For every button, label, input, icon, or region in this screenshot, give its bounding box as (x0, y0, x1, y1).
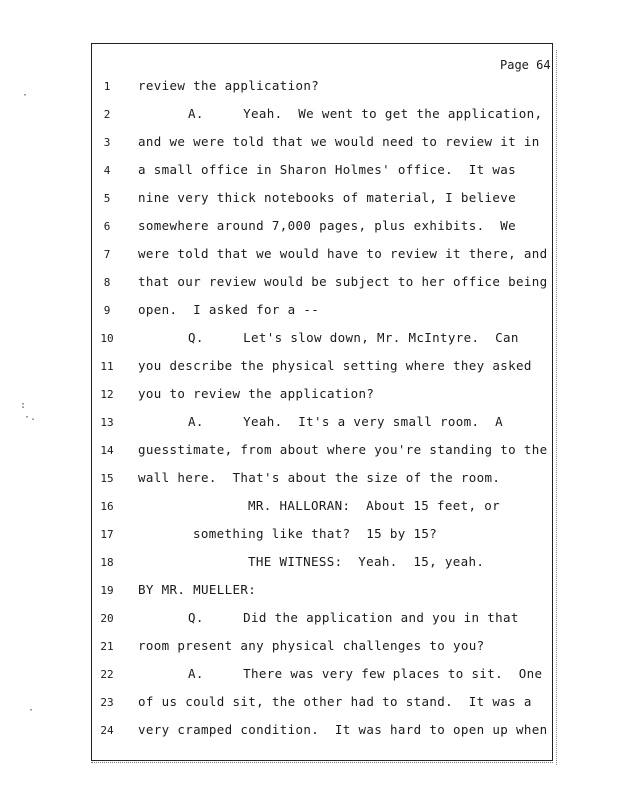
line-text: Q. Let's slow down, Mr. McIntyre. Can (188, 330, 519, 345)
line-text: Q. Did the application and you in that (188, 610, 519, 625)
line-text: nine very thick notebooks of material, I believe (138, 190, 517, 205)
line-number: 16 (100, 500, 114, 513)
transcript-line (0, 274, 618, 294)
transcript-line (0, 106, 618, 126)
transcript-line (0, 526, 618, 546)
transcript-line (0, 666, 618, 686)
line-text: A. Yeah. It's a very small room. A (188, 414, 504, 429)
transcript-line (0, 78, 618, 98)
transcript-line (0, 330, 618, 350)
line-number: 2 (103, 108, 111, 121)
transcript-line (0, 442, 618, 462)
line-number: 19 (100, 584, 114, 597)
line-text: BY MR. MUELLER: (138, 582, 257, 597)
line-number: 21 (100, 640, 114, 653)
transcript-line (0, 470, 618, 490)
line-number: 9 (103, 304, 111, 317)
line-number: 8 (103, 276, 111, 289)
line-text: A. Yeah. We went to get the application, (188, 106, 543, 121)
transcript-line (0, 162, 618, 182)
line-text: were told that we would have to review it there, and (138, 246, 548, 261)
line-text: room present any physical challenges to you? (138, 638, 485, 653)
transcript-line (0, 554, 618, 574)
transcript-line (0, 246, 618, 266)
line-text: A. There was very few places to sit. One (188, 666, 543, 681)
transcript-line (0, 218, 618, 238)
line-number: 18 (100, 556, 114, 569)
line-text: THE WITNESS: Yeah. 15, yeah. (248, 554, 485, 569)
margin-mark: ·. (24, 412, 37, 423)
line-text: open. I asked for a -- (138, 302, 320, 317)
transcript-line (0, 694, 618, 714)
transcript-line (0, 190, 618, 210)
transcript-line (0, 414, 618, 434)
line-text: you to review the application? (138, 386, 375, 401)
line-text: something like that? 15 by 15? (193, 526, 438, 541)
line-text: wall here. That's about the size of the room. (138, 470, 501, 485)
line-number: 3 (103, 136, 111, 149)
line-number: 12 (100, 388, 114, 401)
line-text: very cramped condition. It was hard to open up when (138, 722, 548, 737)
margin-mark: · (28, 705, 35, 716)
line-number: 10 (100, 332, 114, 345)
bottom-rule (91, 762, 553, 763)
line-text: of us could sit, the other had to stand. It was a (138, 694, 532, 709)
transcript-line (0, 610, 618, 630)
line-number: 24 (100, 724, 114, 737)
line-number: 6 (103, 220, 111, 233)
line-number: 23 (100, 696, 114, 709)
line-number: 11 (100, 360, 114, 373)
line-number: 5 (103, 192, 111, 205)
line-text: somewhere around 7,000 pages, plus exhibits. We (138, 218, 517, 233)
line-number: 22 (100, 668, 114, 681)
margin-mark: · (22, 90, 29, 101)
transcript-line (0, 582, 618, 602)
line-text: and we were told that we would need to review it in (138, 134, 540, 149)
margin-mark: : (20, 400, 27, 411)
line-text: guesstimate, from about where you're standing to the (138, 442, 548, 457)
transcript-line (0, 498, 618, 518)
line-number: 14 (100, 444, 114, 457)
page-number: Page 64 (500, 58, 551, 72)
transcript-line (0, 302, 618, 322)
transcript-line (0, 134, 618, 154)
line-text: review the application? (138, 78, 320, 93)
line-text: MR. HALLORAN: About 15 feet, or (248, 498, 501, 513)
line-text: that our review would be subject to her office being (138, 274, 548, 289)
transcript-line (0, 638, 618, 658)
line-number: 20 (100, 612, 114, 625)
transcript-line (0, 358, 618, 378)
line-number: 7 (103, 248, 111, 261)
line-text: you describe the physical setting where they asked (138, 358, 532, 373)
line-number: 15 (100, 472, 114, 485)
line-number: 17 (100, 528, 114, 541)
line-number: 1 (103, 80, 111, 93)
line-text: a small office in Sharon Holmes' office. It was (138, 162, 517, 177)
line-number: 4 (103, 164, 111, 177)
transcript-line (0, 386, 618, 406)
transcript-line (0, 722, 618, 742)
line-number: 13 (100, 416, 114, 429)
